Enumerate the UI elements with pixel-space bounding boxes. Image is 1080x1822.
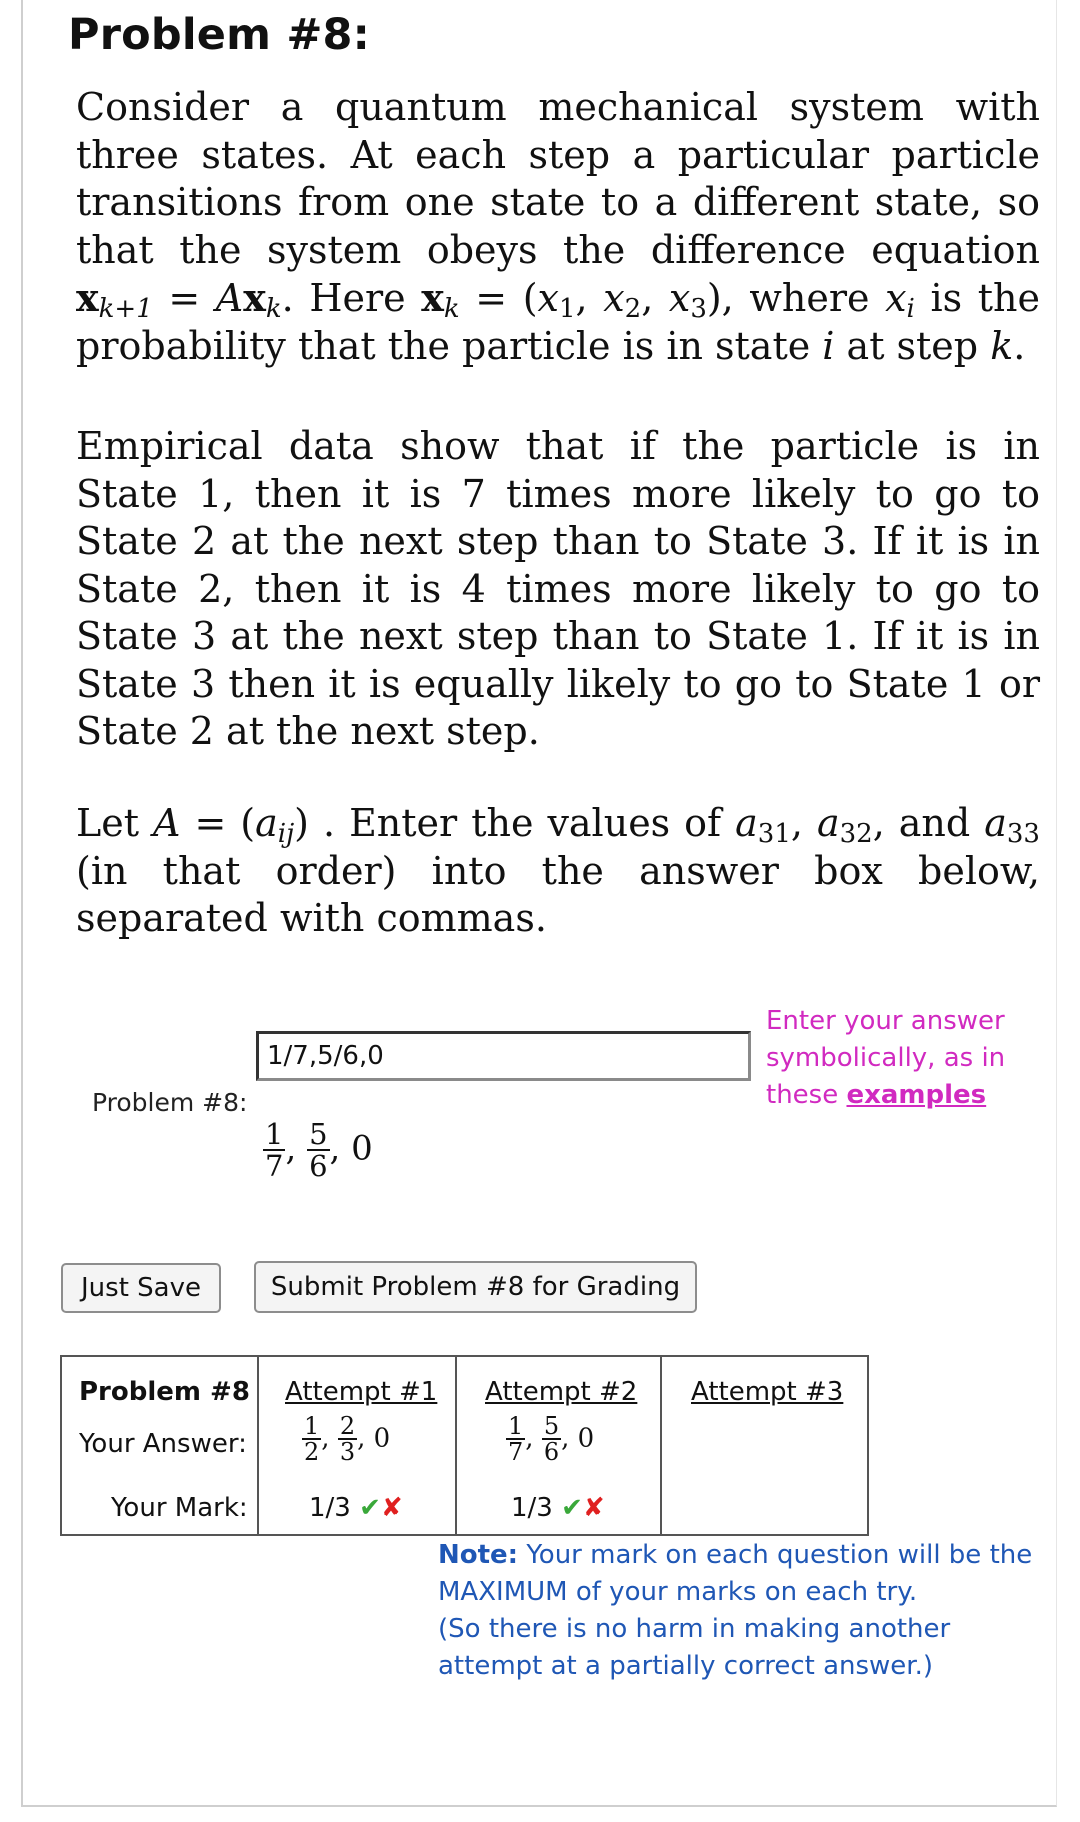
attempt-1-link[interactable]: Attempt #1 xyxy=(285,1377,438,1407)
problem-paragraph-2: Empirical data show that if the particle is in State 1, then it is 7 times more likely to go to State 2 at the next step than to State 3. If it is in State 2, then it is 4 times more likely to go to State 3 at the next step than to State 1. If it is in State 3 then it is equally likely to go to State 1 or State 2 at the next step. xyxy=(76,424,1040,753)
attempts-header: Problem #8 xyxy=(79,1377,250,1407)
examples-link[interactable]: examples xyxy=(846,1080,987,1110)
answer-hint: Enter your answer symbolically, as in these examples xyxy=(766,1006,1006,1110)
cross-icon: ✘ xyxy=(380,1493,403,1523)
answer-problem-label: Problem #8: xyxy=(92,1088,248,1117)
attempt-1-mark: 1/3 ✔✘ xyxy=(309,1493,403,1523)
attempt-2-answer: $\frac{1}{7}$ , $\frac{5}{6}$ , 0 xyxy=(508,1412,595,1466)
submit-button[interactable]: Submit Problem #8 for Grading xyxy=(254,1261,697,1313)
attempt-1-answer: $\frac{1}{2}$ , $\frac{2}{3}$ , 0 xyxy=(304,1412,391,1466)
preview-fraction-1: $\frac{1}{7}$ xyxy=(265,1117,284,1183)
attempts-table xyxy=(60,1355,869,1536)
your-answer-label: Your Answer: xyxy=(79,1429,247,1459)
cross-icon: ✘ xyxy=(582,1493,605,1523)
check-icon: ✔ xyxy=(561,1493,583,1523)
grading-note: Note: Your mark on each question will be the MAXIMUM of your marks on each try. (So there is no harm in making another attempt at a partially correct answer.) xyxy=(438,1540,1033,1681)
just-save-button[interactable]: Just Save xyxy=(61,1263,221,1313)
attempt-3-link[interactable]: Attempt #3 xyxy=(691,1377,844,1407)
table-divider xyxy=(455,1357,457,1534)
table-divider xyxy=(257,1357,259,1534)
problem-paragraph-3: Let $A = (a_{ij})$ . Enter the values of $a_{31}$, $a_{32}$, and $a_{33}$ (in that order) into the answer box below, separated with commas. xyxy=(76,801,1040,940)
check-icon: ✔ xyxy=(359,1493,381,1523)
table-divider xyxy=(660,1357,662,1534)
answer-input[interactable] xyxy=(256,1031,751,1081)
your-mark-label: Your Mark: xyxy=(111,1493,248,1523)
attempt-2-mark: 1/3 ✔✘ xyxy=(511,1493,605,1523)
attempt-2-link[interactable]: Attempt #2 xyxy=(485,1377,638,1407)
answer-preview: $\frac{1}{7}$ , $\frac{5}{6}$ , 0 xyxy=(265,1117,373,1183)
problem-paragraph-1: Consider a quantum mechanical system with three states. At each step a particular particle transitions from one state to a different state, so that the system obeys the difference equation $x_{k+1} = Ax_k$. Here $x_k = (x_1$, $x_2$, $x_3$), where $x_i$ is the probability that the particle is in state i at step k. xyxy=(76,85,1040,368)
preview-fraction-2: $\frac{5}{6}$ xyxy=(309,1117,328,1183)
problem-title: Problem #8: xyxy=(68,10,371,60)
